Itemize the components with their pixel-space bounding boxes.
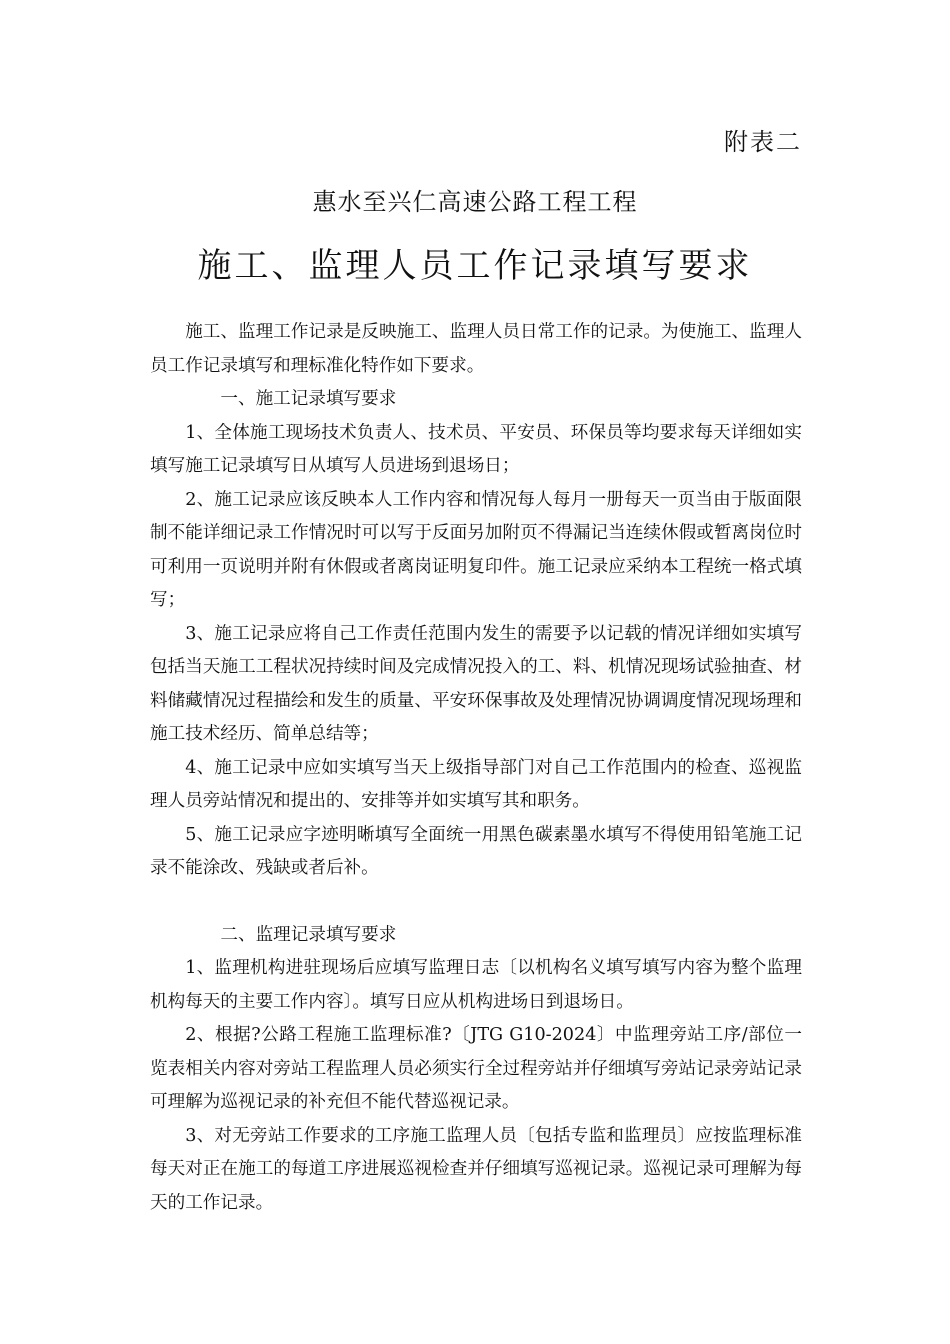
- list-item: 3、施工记录应将自己工作责任范围内发生的需要予以记载的情况详细如实填写包括当天施工工程状况持续时间及完成情况投入的工、料、机情况现场试验抽查、材料储藏情况过程描绘和发生的质量、平安环保事故及处理情况协调调度情况现场理和施工技术经历、简单总结等；: [150, 623, 802, 744]
- main-title: 施工、监理人员工作记录填写要求: [197, 246, 753, 286]
- section-spacer: [150, 886, 802, 919]
- project-title: 惠水至兴仁高速公路工程工程: [312, 188, 638, 216]
- list-item: 2、根据?公路工程施工监理标准?〔JTG G10-2024〕中监理旁站工序/部位一览表相关内容对旁站工程监理人员必须实行全过程旁站并仔细填写旁站记录旁站记录可理解为巡视记录的补充但不能代替巡视记录。: [150, 1025, 802, 1112]
- document-body: [150, 316, 802, 1220]
- section-heading-supervision: 二、监理记录填写要求: [220, 924, 397, 945]
- list-item: 1、监理机构进驻现场后应填写监理日志〔以机构名义填写填写内容为整个监理机构每天的主要工作内容〕。填写日应从机构进场日到退场日。: [150, 958, 802, 1012]
- section-heading-construction: 一、施工记录填写要求: [220, 389, 397, 409]
- list-item: 4、施工记录中应如实填写当天上级指导部门对自己工作范围内的检查、巡视监理人员旁站情况和提出的、安排等并如实填写其和职务。: [150, 757, 802, 811]
- list-item: 2、施工记录应该反映本人工作内容和情况每人每月一册每天一页当由于版面限制不能详细记录工作情况时可以写于反面另加附页不得漏记当连续休假或暂离岗位时可利用一页说明并附有休假或者离岗证明复印件。施工记录应采纳本工程统一格式填写；: [150, 489, 802, 610]
- list-item: 5、施工记录应字迹明晰填写全面统一用黑色碳素墨水填写不得使用铅笔施工记录不能涂改、残缺或者后补。: [150, 824, 802, 878]
- appendix-label: 附表二: [724, 128, 802, 156]
- intro-paragraph: 施工、监理工作记录是反映施工、监理人员日常工作的记录。为使施工、监理人员工作记录填写和理标准化特作如下要求。: [150, 322, 802, 376]
- list-item: 3、对无旁站工作要求的工序施工监理人员〔包括专监和监理员〕应按监理标准每天对正在施工的每道工序进展巡视检查并仔细填写巡视记录。巡视记录可理解为每天的工作记录。: [150, 1125, 802, 1213]
- list-item: 1、全体施工现场技术负责人、技术员、平安员、环保员等均要求每天详细如实填写施工记录填写日从填写人员进场到退场日；: [150, 422, 802, 476]
